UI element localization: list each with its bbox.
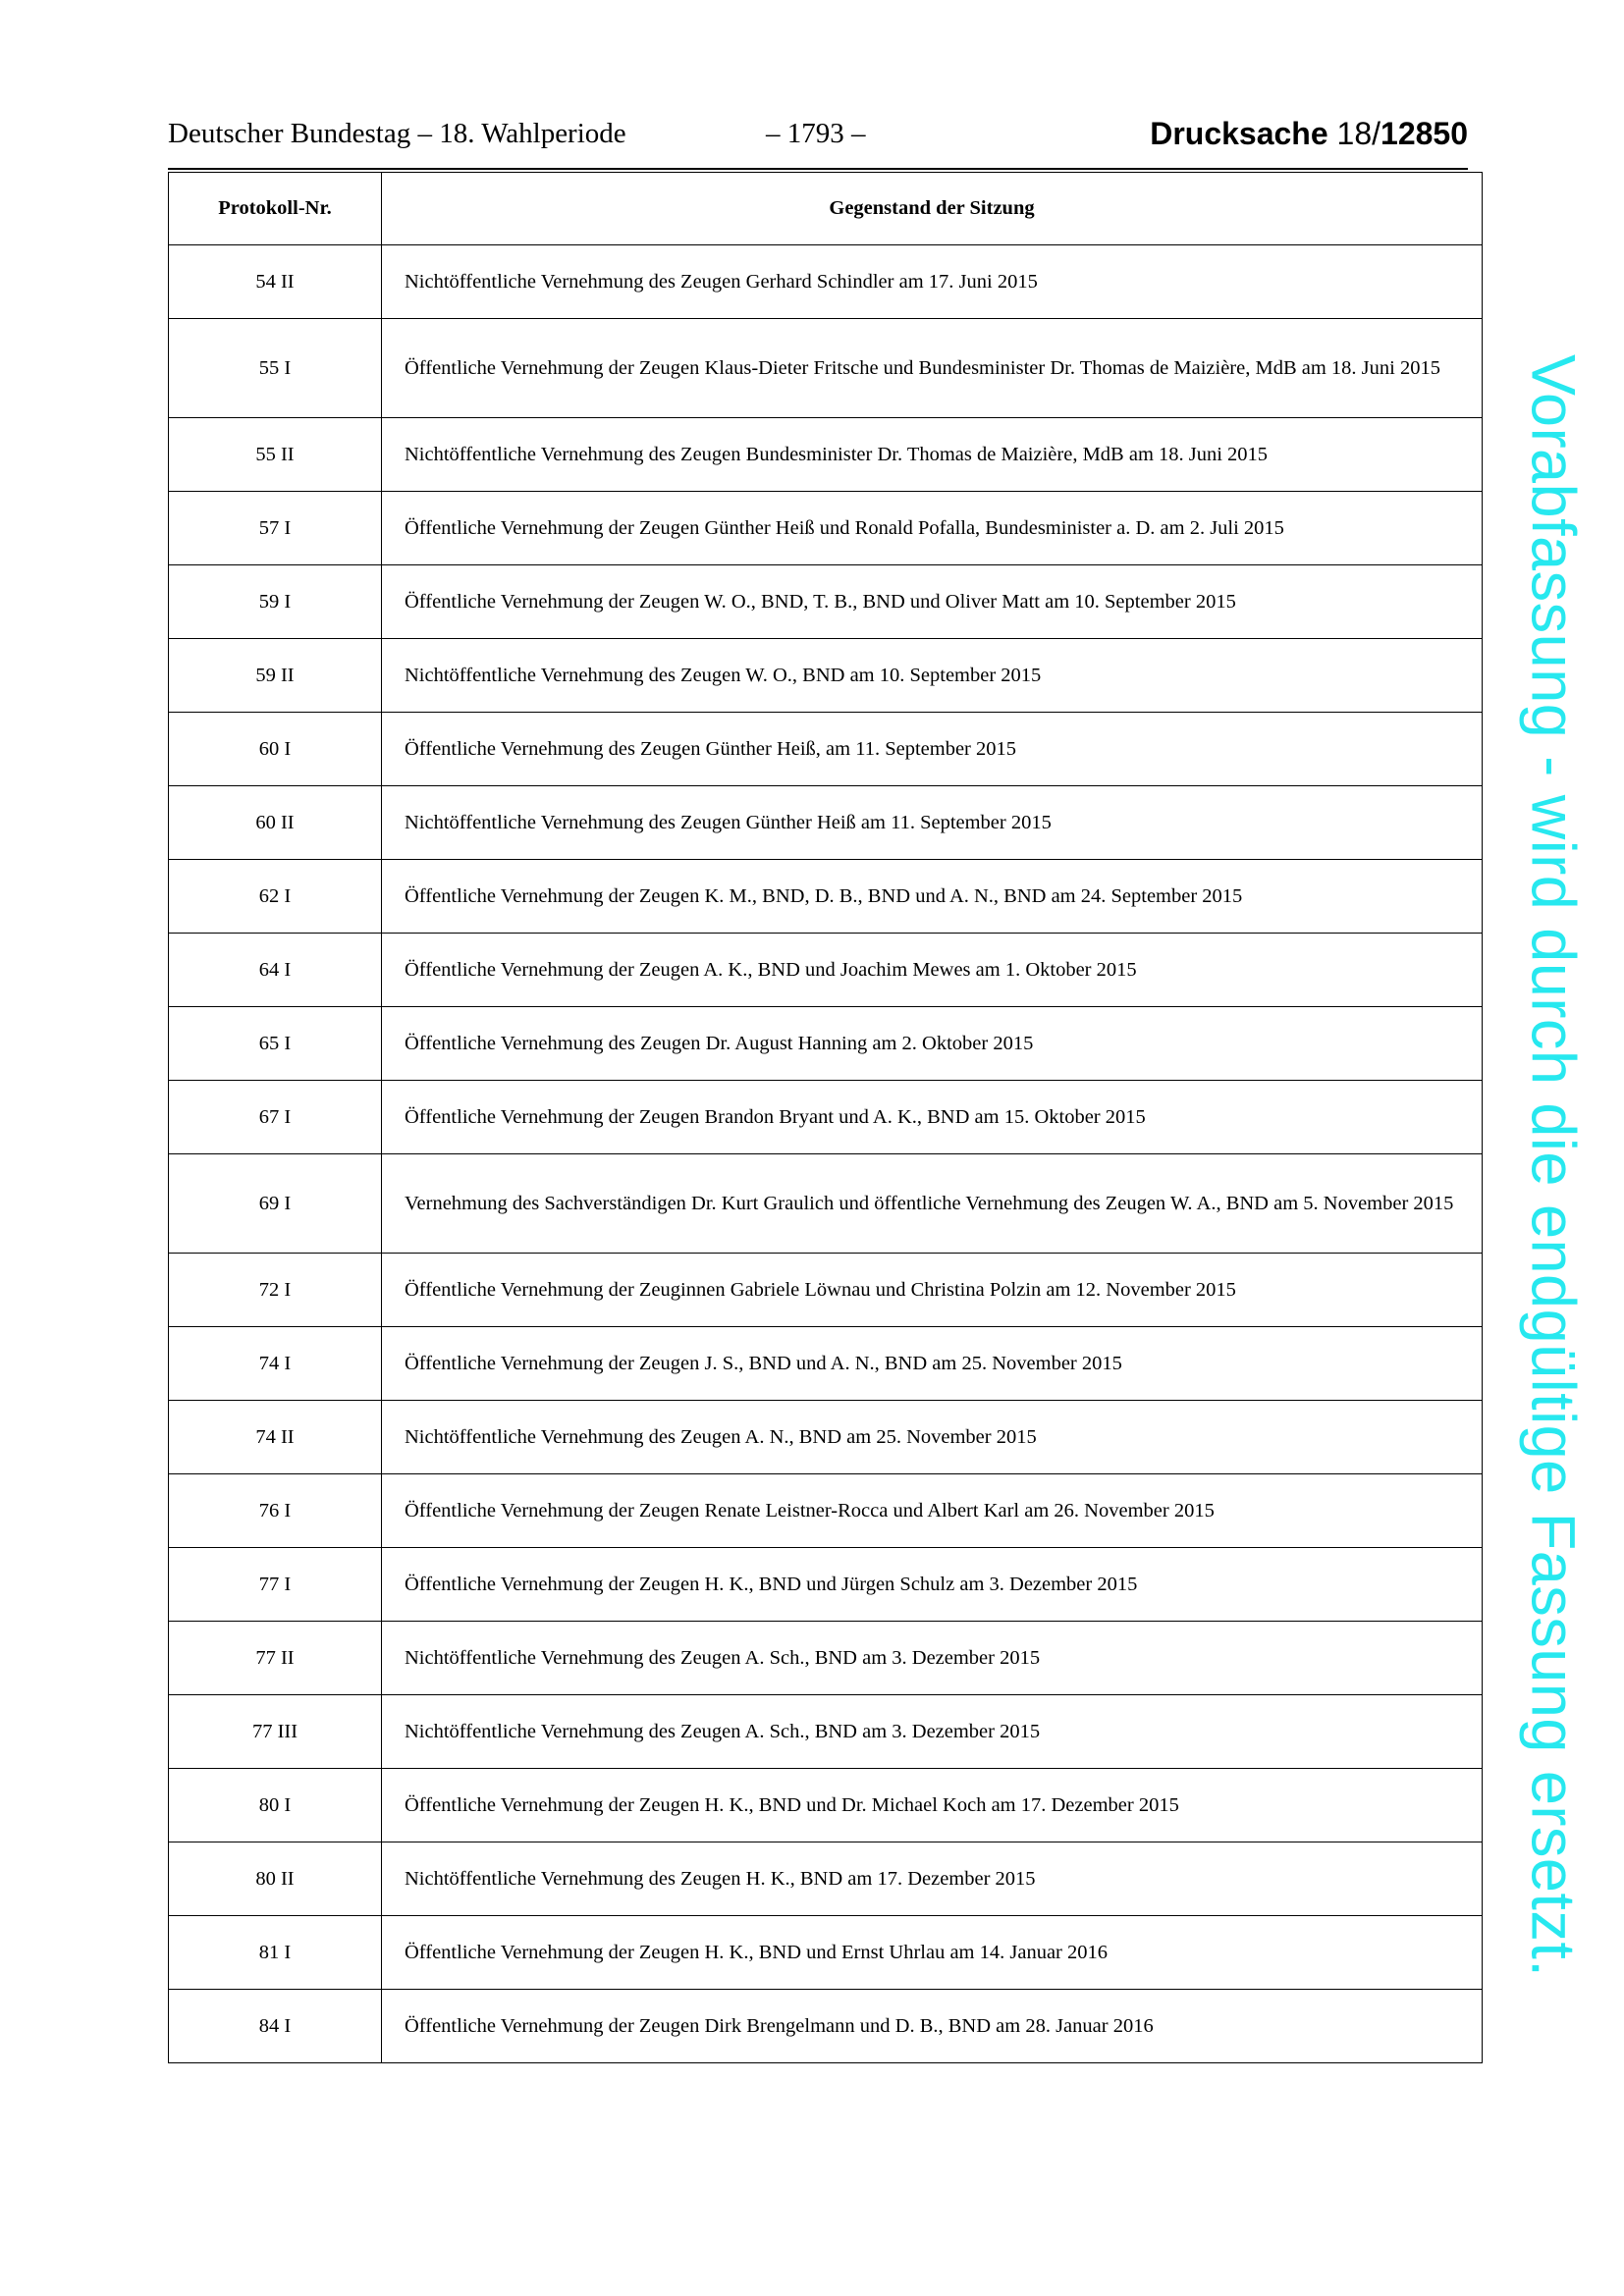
protocol-nr-cell: 72 I (169, 1254, 382, 1327)
protocol-nr-cell: 84 I (169, 1990, 382, 2063)
table-row (169, 786, 1483, 860)
header-page-number: – 1793 – (766, 118, 866, 149)
table-row (169, 1474, 1483, 1548)
table-row (169, 1622, 1483, 1695)
subject-cell: Nichtöffentliche Vernehmung des Zeugen W. O., BND am 10. September 2015 (382, 639, 1483, 713)
protocol-nr-cell: 59 II (169, 639, 382, 713)
protocol-nr-cell: 77 I (169, 1548, 382, 1622)
protocol-table (168, 172, 1483, 2063)
table-row (169, 713, 1483, 786)
protocol-nr-cell: 77 II (169, 1622, 382, 1695)
subject-cell: Öffentliche Vernehmung der Zeugen H. K., BND und Dr. Michael Koch am 17. Dezember 2015 (382, 1769, 1483, 1842)
subject-cell: Öffentliche Vernehmung der Zeugen H. K., BND und Ernst Uhrlau am 14. Januar 2016 (382, 1916, 1483, 1990)
protocol-nr-cell: 67 I (169, 1081, 382, 1154)
table-row (169, 1154, 1483, 1254)
protocol-nr-cell: 57 I (169, 492, 382, 565)
protocol-nr-cell: 81 I (169, 1916, 382, 1990)
table-row (169, 639, 1483, 713)
subject-cell: Öffentliche Vernehmung der Zeugen Günther Heiß und Ronald Pofalla, Bundesminister a. D. am 2. Juli 2015 (382, 492, 1483, 565)
table-row (169, 1916, 1483, 1990)
subject-cell: Öffentliche Vernehmung der Zeugen J. S., BND und A. N., BND am 25. November 2015 (382, 1327, 1483, 1401)
subject-cell: Öffentliche Vernehmung des Zeugen Günther Heiß, am 11. September 2015 (382, 713, 1483, 786)
header-publication: Deutscher Bundestag – 18. Wahlperiode (168, 118, 626, 149)
protocol-nr-cell: 76 I (169, 1474, 382, 1548)
protocol-nr-cell: 55 I (169, 319, 382, 418)
drucksache-period: 18/ (1336, 116, 1381, 151)
protocol-nr-cell: 80 I (169, 1769, 382, 1842)
drucksache-label: Drucksache (1150, 116, 1328, 151)
table-row (169, 1401, 1483, 1474)
table-row (169, 1081, 1483, 1154)
subject-cell: Nichtöffentliche Vernehmung des Zeugen A. Sch., BND am 3. Dezember 2015 (382, 1695, 1483, 1769)
subject-cell: Öffentliche Vernehmung der Zeugen W. O., BND, T. B., BND und Oliver Matt am 10. September 2015 (382, 565, 1483, 639)
header-rule (168, 168, 1468, 170)
subject-cell: Vernehmung des Sachverständigen Dr. Kurt Graulich und öffentliche Vernehmung des Zeugen W. A., BND am 5. November 2015 (382, 1154, 1483, 1254)
table-row (169, 1007, 1483, 1081)
watermark-text: Vorabfassung - wird durch die endgültige Fassung ersetzt. (1518, 354, 1588, 1978)
protocol-nr-cell: 62 I (169, 860, 382, 934)
drucksache-number: 12850 (1380, 116, 1468, 151)
table-row (169, 1327, 1483, 1401)
page-header (168, 116, 1468, 159)
subject-cell: Nichtöffentliche Vernehmung des Zeugen H. K., BND am 17. Dezember 2015 (382, 1842, 1483, 1916)
table-row (169, 934, 1483, 1007)
table-row (169, 1695, 1483, 1769)
table-row (169, 1769, 1483, 1842)
subject-cell: Öffentliche Vernehmung der Zeugen Brandon Bryant und A. K., BND am 15. Oktober 2015 (382, 1081, 1483, 1154)
subject-cell: Öffentliche Vernehmung der Zeugen Klaus-Dieter Fritsche und Bundesminister Dr. Thomas de Maizière, MdB am 18. Juni 2015 (382, 319, 1483, 418)
subject-cell: Nichtöffentliche Vernehmung des Zeugen Günther Heiß am 11. September 2015 (382, 786, 1483, 860)
table-row (169, 418, 1483, 492)
table-row (169, 1990, 1483, 2063)
protocol-nr-cell: 77 III (169, 1695, 382, 1769)
subject-cell: Öffentliche Vernehmung der Zeugen H. K., BND und Jürgen Schulz am 3. Dezember 2015 (382, 1548, 1483, 1622)
protocol-nr-cell: 60 II (169, 786, 382, 860)
header-drucksache (1150, 116, 1468, 152)
table-row (169, 245, 1483, 319)
table-body (169, 245, 1483, 2063)
table-header-row (169, 173, 1483, 245)
column-header-protocol-nr: Protokoll-Nr. (169, 173, 382, 245)
protocol-nr-cell: 54 II (169, 245, 382, 319)
protocol-nr-cell: 65 I (169, 1007, 382, 1081)
protocol-nr-cell: 55 II (169, 418, 382, 492)
protocol-nr-cell: 74 I (169, 1327, 382, 1401)
subject-cell: Öffentliche Vernehmung der Zeugen K. M., BND, D. B., BND und A. N., BND am 24. September 2015 (382, 860, 1483, 934)
subject-cell: Nichtöffentliche Vernehmung des Zeugen A. N., BND am 25. November 2015 (382, 1401, 1483, 1474)
table-row (169, 1548, 1483, 1622)
subject-cell: Nichtöffentliche Vernehmung des Zeugen A. Sch., BND am 3. Dezember 2015 (382, 1622, 1483, 1695)
protocol-nr-cell: 59 I (169, 565, 382, 639)
protocol-nr-cell: 60 I (169, 713, 382, 786)
subject-cell: Nichtöffentliche Vernehmung des Zeugen Bundesminister Dr. Thomas de Maizière, MdB am 18. Juni 2015 (382, 418, 1483, 492)
protocol-nr-cell: 64 I (169, 934, 382, 1007)
subject-cell: Öffentliche Vernehmung der Zeugen Renate Leistner-Rocca und Albert Karl am 26. November 2015 (382, 1474, 1483, 1548)
protocol-nr-cell: 69 I (169, 1154, 382, 1254)
draft-watermark (1482, 302, 1624, 2030)
protocol-nr-cell: 74 II (169, 1401, 382, 1474)
table-row (169, 1254, 1483, 1327)
table-row (169, 319, 1483, 418)
subject-cell: Öffentliche Vernehmung der Zeuginnen Gabriele Löwnau und Christina Polzin am 12. November 2015 (382, 1254, 1483, 1327)
table-row (169, 565, 1483, 639)
column-header-subject: Gegenstand der Sitzung (382, 173, 1483, 245)
table-row (169, 860, 1483, 934)
subject-cell: Öffentliche Vernehmung der Zeugen A. K., BND und Joachim Mewes am 1. Oktober 2015 (382, 934, 1483, 1007)
protocol-nr-cell: 80 II (169, 1842, 382, 1916)
table-row (169, 492, 1483, 565)
subject-cell: Öffentliche Vernehmung des Zeugen Dr. August Hanning am 2. Oktober 2015 (382, 1007, 1483, 1081)
subject-cell: Öffentliche Vernehmung der Zeugen Dirk Brengelmann und D. B., BND am 28. Januar 2016 (382, 1990, 1483, 2063)
subject-cell: Nichtöffentliche Vernehmung des Zeugen Gerhard Schindler am 17. Juni 2015 (382, 245, 1483, 319)
table-row (169, 1842, 1483, 1916)
